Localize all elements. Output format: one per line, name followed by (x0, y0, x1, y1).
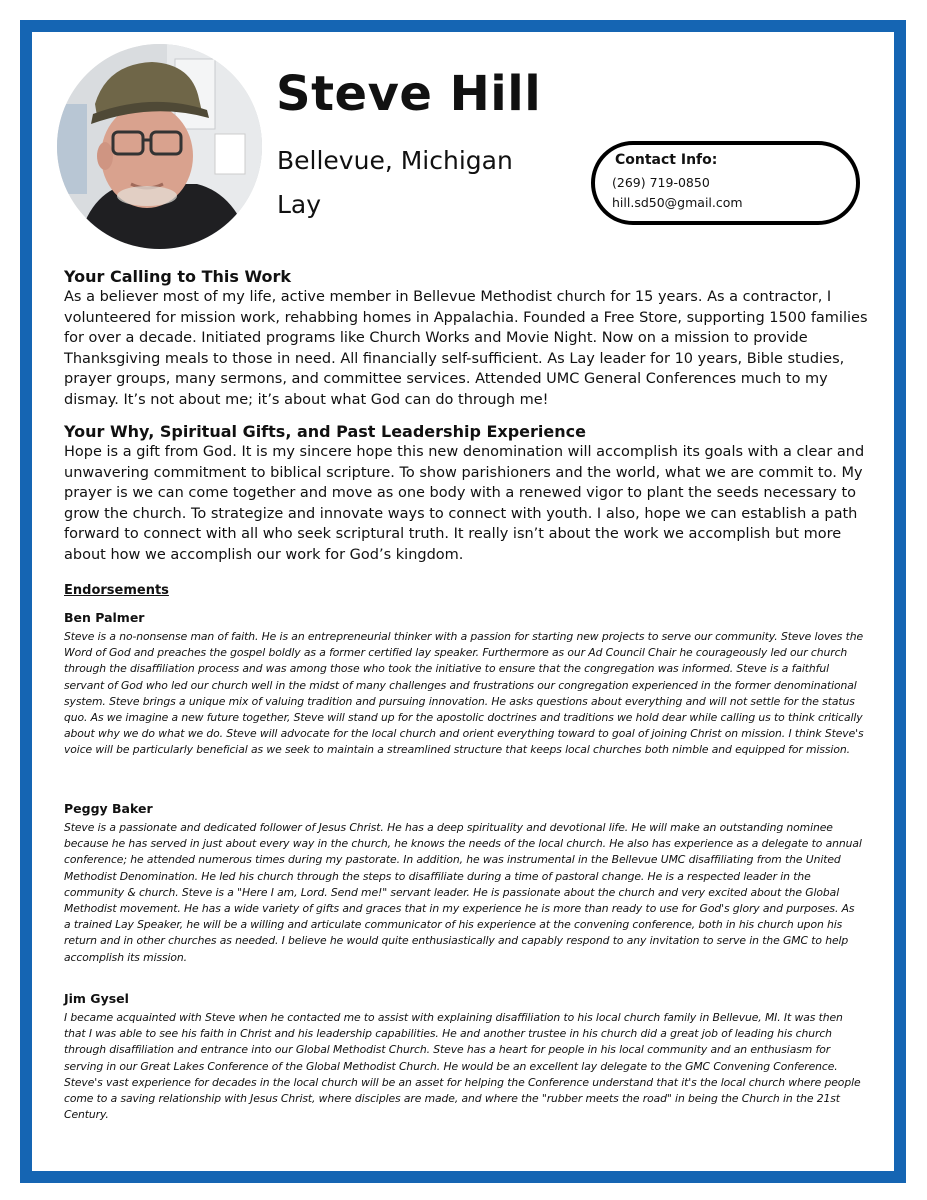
candidate-role: Lay (277, 190, 322, 219)
why-heading: Your Why, Spiritual Gifts, and Past Leadership Experience (64, 422, 586, 441)
calling-heading: Your Calling to This Work (64, 267, 292, 286)
contact-info-title: Contact Info: (615, 152, 718, 168)
endorser-name: Ben Palmer (64, 610, 145, 625)
candidate-location: Bellevue, Michigan (277, 146, 513, 175)
candidate-name: Steve Hill (276, 66, 542, 122)
profile-photo (57, 44, 262, 249)
endorsements-heading: Endorsements (64, 583, 169, 598)
profile-photo-image (57, 44, 262, 249)
why-body: Hope is a gift from God. It is my sincere hope this new denomination will accomplish its goals with a clear and unwavering commitment to biblical scripture. To show parishioners and the world, what we are commit to. My prayer is we can come together and move as one body with a renewed vigor to plant the seeds necessary to grow the church. To strategize and innovate ways to connect with youth. I also, hope we can establish a path forward to connect with all who seek scriptural truth. It really isn’t about the work we accomplish but more about how we accomplish our work for God’s kingdom. (64, 444, 865, 563)
endorsement-text: Steve is a no-nonsense man of faith. He is an entrepreneurial thinker with a passion for starting new projects to serve our community. Steve loves the Word of God and preaches the gospel boldly as a former certified lay speaker. Furthermore as our Ad Council Chair he courageously led our church through the disaffiliation process and was among those who took the initiative to ensure that the congregation was informed. Steve is a faithful servant of God who led our church well in the midst of many challenges and frustrations our congregation experienced in the former denominational system. Steve brings a unique mix of valuing tradition and pursuing innovation. He asks questions about everything and will not settle for the status quo. As we imagine a new future together, Steve will stand up for the apostolic doctrines and traditions we hold dear while calling us to think critically about why we do what we do. Steve will advocate for the local church and orient everything toward to goal of joining Christ on mission. I think Steve's voice will be particularly beneficial as we seek to maintain a streamlined structure that keeps local churches both nimble and equipped for mission. (64, 630, 864, 757)
endorsement-text: I became acquainted with Steve when he contacted me to assist with explaining disaffiliation to his local church family in Bellevue, MI. It was then that I was able to see his faith in Christ and his leadership capabilities. He and another trustee in his church did a great job of leading his church through disaffiliation and entrance into our Global Methodist Church. Steve has a heart for people in his local community and an enthusiasm for serving in our Great Lakes Conference of the Global Methodist Church. He would be an excellent lay delegate to the GMC Convening Conference. Steve's vast experience for decades in the local church will be an asset for helping the Conference understand that it's the local church where people come to a saving relationship with Jesus Christ, where disciples are made, and where the "rubber meets the road" in being the Church in the 21st Century. (64, 1011, 861, 1122)
why-section (64, 422, 869, 565)
endorsement-text: Steve is a passionate and dedicated follower of Jesus Christ. He has a deep spirituality and devotional life. He will make an outstanding nominee because he has served in just about every way in the church, he knows the needs of the local church. He also has experience as a delegate to annual conference; he attended numerous times during my pastorate. In addition, he was instrumental in the Bellevue UMC disaffiliating from the United Methodist Denomination. He led his church through the steps to disaffiliate during a time of pastoral change. He is a respected leader in the community & church. Steve is a "Here I am, Lord. Send me!" servant leader. He is passionate about the church and very excited about the Global Methodist movement. He has a wide variety of gifts and graces that in my experience he is more than ready to use for God's glory and purposes. As a trained Lay Speaker, he will be a willing and articulate communicator of his experience at the convening conference, both in his church upon his return and in other churches as needed. I believe he would quite enthusiastically and capably respond to any invitation to serve in the GMC to help accomplish its mission. (64, 821, 862, 964)
contact-email: hill.sd50@gmail.com (612, 195, 743, 210)
endorser-name: Peggy Baker (64, 801, 153, 816)
contact-phone: (269) 719-0850 (612, 175, 710, 190)
calling-section (64, 267, 869, 410)
contact-info-box (591, 141, 860, 225)
endorsement-item (64, 991, 864, 1123)
endorsement-item (64, 801, 864, 966)
endorser-name: Jim Gysel (64, 991, 129, 1006)
endorsement-item (64, 610, 864, 759)
calling-body: As a believer most of my life, active member in Bellevue Methodist church for 15 years. As a contractor, I volunteered for mission work, rehabbing homes in Appalachia. Founded a Free Store, supporting 1500 families for over a decade. Initiated programs like Church Works and Movie Night. Now on a mission to provide Thanksgiving meals to those in need. All financially self-sufficient. As Lay leader for 10 years, Bible studies, prayer groups, many sermons, and committee services. Attended UMC General Conferences much to my dismay. It’s not about me; it’s about what God can do through me! (64, 289, 868, 408)
